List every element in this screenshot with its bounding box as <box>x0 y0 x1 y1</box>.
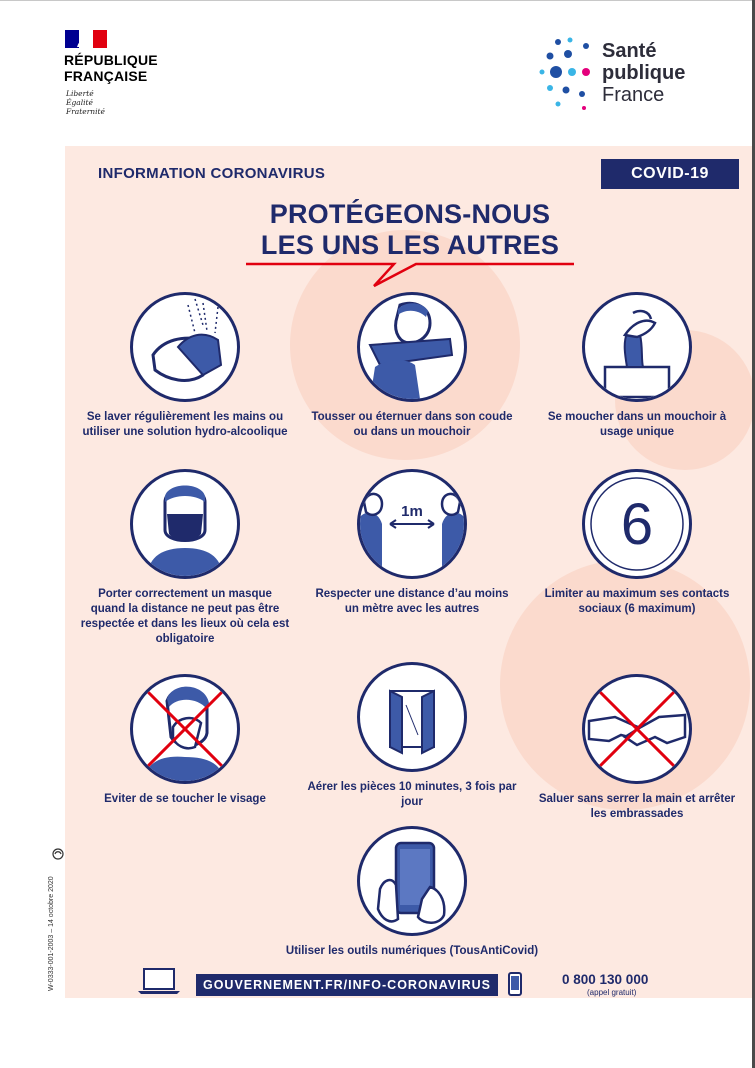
distance-one-meter-icon <box>360 472 464 576</box>
tissue-box-icon <box>585 295 689 399</box>
speech-bubble-underline-icon <box>244 258 576 290</box>
gesture-caption: Aérer les pièces 10 minutes, 3 fois par jour <box>307 781 517 808</box>
sante-publique-dots-icon <box>538 32 598 112</box>
no-handshake-icon <box>585 677 689 781</box>
title-line-1: PROTÉGEONS-NOUS <box>269 199 551 229</box>
hotline-number: 0 800 130 000 <box>562 972 649 987</box>
gesture-caption: Utiliser les outils numériques (TousAntiCovid) <box>285 945 539 957</box>
hotline-note: (appel gratuit) <box>587 988 637 997</box>
gesture-caption: Eviter de se toucher le visage <box>104 793 266 805</box>
agency-line-3: France <box>602 84 665 106</box>
gesture-circle <box>582 469 692 579</box>
gesture-no-face-touch <box>80 674 290 807</box>
gesture-caption: Se moucher dans un mouchoir à usage unique <box>547 411 727 438</box>
laptop-icon <box>138 967 180 995</box>
number-six-icon <box>585 472 689 576</box>
motto-egalite: Égalité <box>66 98 93 107</box>
gesture-caption: Tousser ou éternuer dans son coude ou dans un mouchoir <box>311 411 513 438</box>
gesture-caption: Limiter au maximum ses contacts sociaux (6 maximum) <box>544 588 730 615</box>
document-reference: W-0333-001-2003 – 14 octobre 2020 <box>48 876 55 991</box>
open-window-icon <box>360 665 464 769</box>
distance-label: 1m <box>401 503 423 520</box>
sante-publique-name <box>602 40 685 106</box>
gesture-mask <box>80 469 290 647</box>
gesture-tissue <box>532 292 742 440</box>
republic-line-1: RÉPUBLIQUE <box>64 52 158 68</box>
gesture-circle <box>130 292 240 402</box>
republic-name <box>64 52 158 84</box>
phone-icon <box>508 972 522 996</box>
gesture-circle <box>130 469 240 579</box>
info-website-link[interactable]: GOUVERNEMENT.FR/INFO-CORONAVIRUS <box>196 974 498 996</box>
gesture-circle <box>357 292 467 402</box>
gesture-digital-tools <box>285 826 539 959</box>
gesture-circle <box>357 662 467 772</box>
frame-top-edge <box>0 0 755 1</box>
gesture-circle <box>130 674 240 784</box>
title-line-2: LES UNS LES AUTRES <box>260 230 560 260</box>
republic-motto <box>66 89 105 116</box>
marianne-logo-icon <box>65 30 107 48</box>
agency-line-2: publique <box>602 62 686 84</box>
agency-line-1: Santé <box>602 40 657 62</box>
gesture-circle <box>357 469 467 579</box>
republic-line-2: FRANÇAISE <box>64 68 148 84</box>
gesture-window <box>307 662 517 810</box>
gesture-circle <box>357 826 467 936</box>
gesture-distance <box>307 469 517 617</box>
cough-in-elbow-icon <box>360 295 464 399</box>
motto-liberte: Liberté <box>66 89 94 98</box>
face-mask-icon <box>133 472 237 576</box>
gesture-hand-washing <box>80 292 290 440</box>
covid-badge: COVID-19 <box>601 159 739 189</box>
contacts-number: 6 <box>620 492 654 557</box>
hand-washing-icon <box>133 295 237 399</box>
gesture-caption: Se laver régulièrement les mains ou utiliser une solution hydro-alcoolique <box>82 411 288 438</box>
no-face-touch-icon <box>133 677 237 781</box>
gesture-six-contacts <box>532 469 742 617</box>
recycle-mark-icon <box>52 848 64 860</box>
gesture-cough-elbow <box>307 292 517 440</box>
gesture-no-handshake <box>532 674 742 822</box>
gesture-caption: Respecter une distance d’au moins un mètre avec les autres <box>315 588 509 615</box>
gesture-caption: Porter correctement un masque quand la distance ne peut pas être respectée et dans les lieux où cela est obligatoire <box>80 588 290 645</box>
gesture-circle <box>582 674 692 784</box>
info-label: INFORMATION CORONAVIRUS <box>98 165 326 182</box>
gesture-caption: Saluer sans serrer la main et arrêter les embrassades <box>538 793 736 820</box>
gesture-circle <box>582 292 692 402</box>
motto-fraternite: Fraternité <box>66 107 105 116</box>
smartphone-app-icon <box>360 829 464 933</box>
